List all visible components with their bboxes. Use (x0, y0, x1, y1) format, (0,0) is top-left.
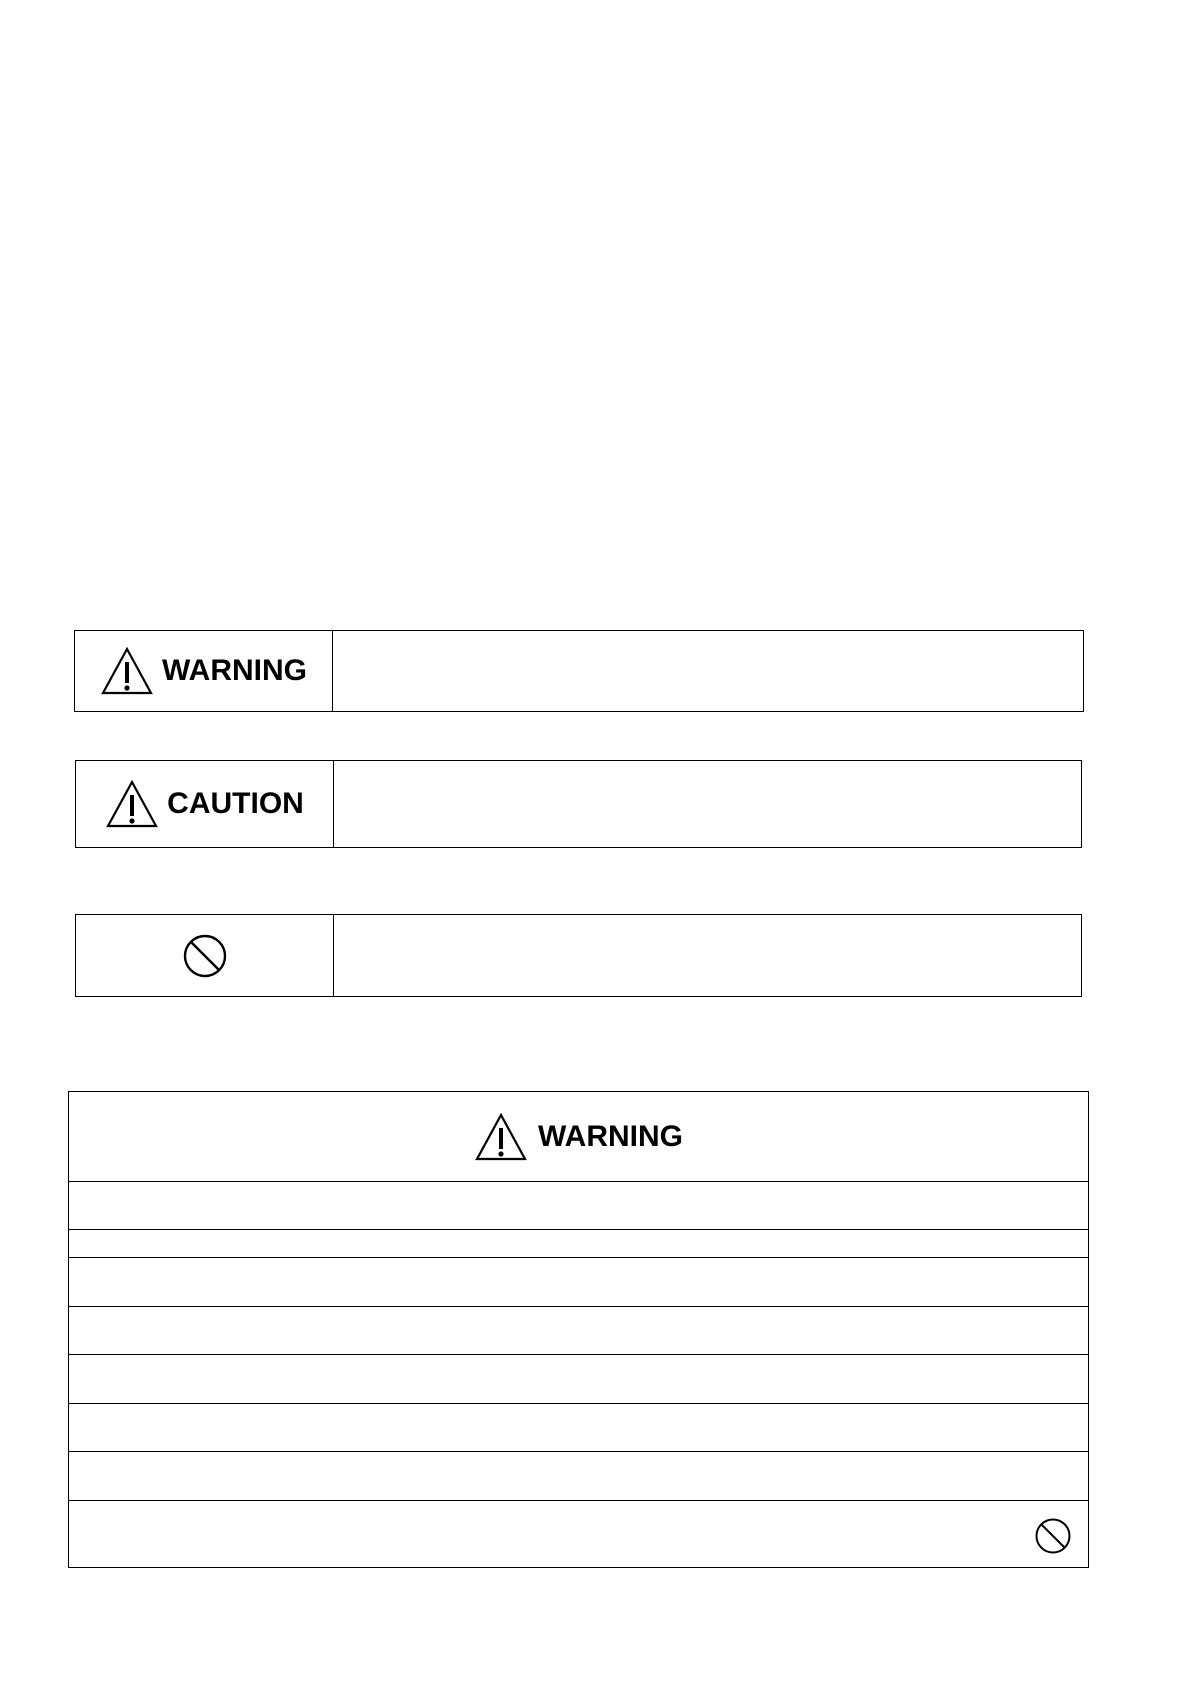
table-row (69, 1307, 1088, 1355)
warning-triangle-icon (100, 646, 154, 696)
caution-label-cell (76, 761, 334, 847)
warning-triangle-icon (105, 779, 159, 829)
table-row (69, 1182, 1088, 1230)
prohibition-icon (1034, 1517, 1072, 1555)
table-row (69, 1258, 1088, 1307)
table-row (69, 1355, 1088, 1404)
prohibition-label-cell (76, 915, 334, 996)
warning-legend-box (74, 630, 1084, 712)
warning-table-header (69, 1092, 1088, 1182)
table-row (69, 1452, 1088, 1501)
prohibition-icon (182, 933, 228, 979)
warning-table-title: WARNING (538, 1119, 683, 1153)
table-row (69, 1404, 1088, 1452)
caution-label: CAUTION (167, 787, 304, 820)
warning-description-cell (333, 631, 1083, 711)
caution-description-cell (334, 761, 1081, 847)
caution-legend-box (75, 760, 1082, 848)
warning-label-cell (75, 631, 333, 711)
prohibition-legend-box (75, 914, 1082, 997)
table-row (69, 1501, 1088, 1568)
table-row (69, 1230, 1088, 1258)
warning-triangle-icon (474, 1112, 528, 1162)
prohibition-description-cell (334, 915, 1081, 996)
warning-label: WARNING (162, 654, 307, 687)
warning-table (68, 1091, 1089, 1568)
